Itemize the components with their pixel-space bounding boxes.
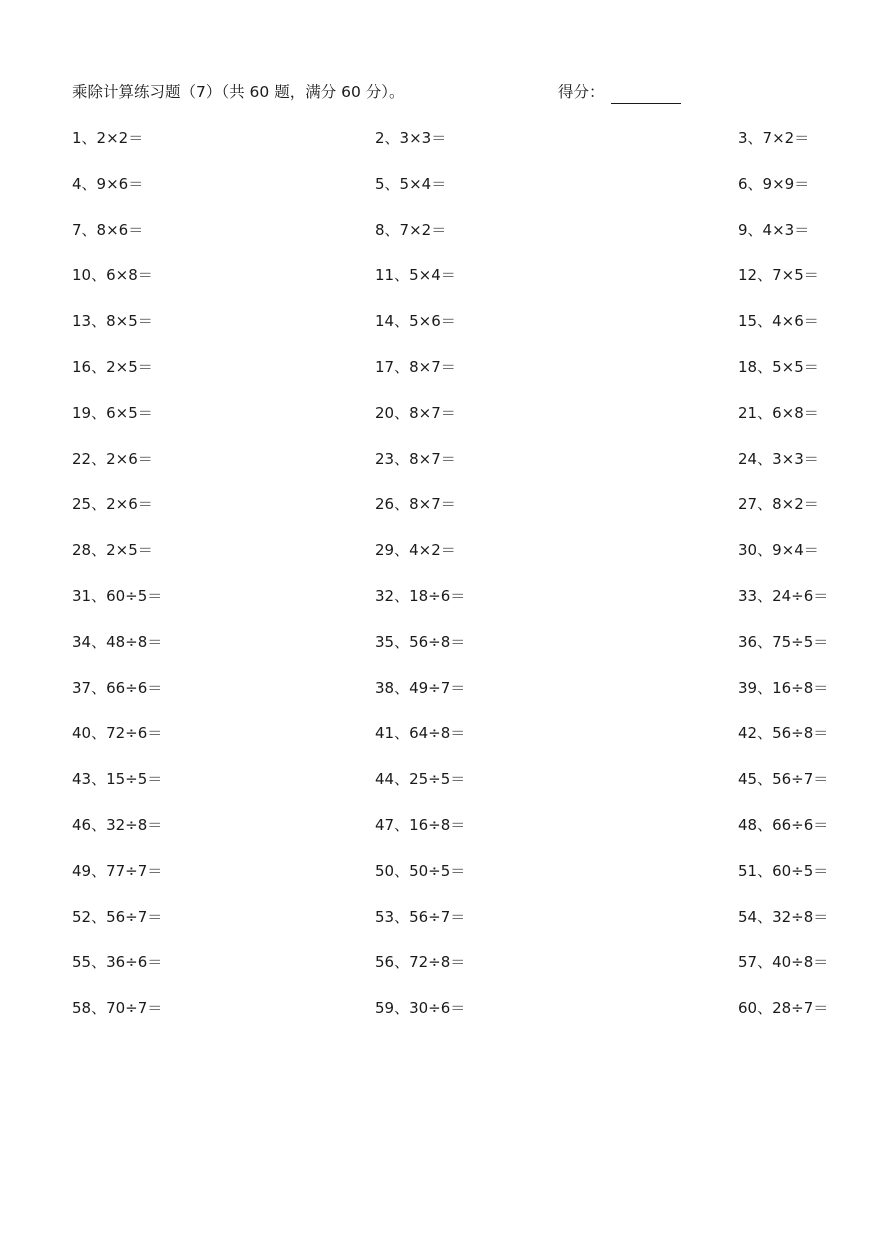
problem-item: 19、6×5＝ [72,403,153,422]
problem-item: 52、56÷7＝ [72,907,163,926]
problem-item: 31、60÷5＝ [72,586,163,605]
problem-item: 42、56÷8＝ [738,724,829,743]
problem-item: 59、30÷6＝ [375,999,466,1018]
problem-row [0,400,872,446]
problem-item: 54、32÷8＝ [738,907,829,926]
problem-item: 44、25÷5＝ [375,770,466,789]
problem-item: 1、2×2＝ [72,129,144,147]
problem-row [0,537,872,583]
problem-item: 5、5×4＝ [375,174,447,193]
problem-item: 50、50÷5＝ [375,861,466,880]
problem-item: 24、3×3＝ [738,449,819,468]
score-field [558,80,681,104]
problem-item: 6、9×9＝ [738,174,810,193]
problem-item: 40、72÷6＝ [72,724,163,743]
problem-item: 48、66÷6＝ [738,815,829,834]
problem-item: 41、64÷8＝ [375,724,466,743]
problem-item: 35、56÷8＝ [375,632,466,651]
worksheet-header [72,80,772,108]
problem-item: 16、2×5＝ [72,357,153,376]
problem-row [0,125,872,171]
problem-item: 29、4×2＝ [375,541,456,560]
problem-row [0,720,872,766]
problem-item: 25、2×6＝ [72,495,153,514]
problem-item: 3、7×2＝ [738,129,810,147]
problem-item: 33、24÷6＝ [738,586,829,605]
problem-item: 8、7×2＝ [375,220,447,239]
problem-item: 56、72÷8＝ [375,953,466,972]
problem-item: 17、8×7＝ [375,357,456,376]
problem-row [0,629,872,675]
problem-row [0,949,872,995]
problem-row [0,904,872,950]
worksheet-title: 乘除计算练习题（7）（共 60 题，满分 60 分）。 [72,83,405,101]
problem-row [0,446,872,492]
score-label: 得分： [558,83,605,101]
problem-item: 15、4×6＝ [738,312,819,331]
problem-item: 51、60÷5＝ [738,861,829,880]
problem-row [0,812,872,858]
problem-item: 30、9×4＝ [738,541,819,560]
problem-item: 43、15÷5＝ [72,770,163,789]
problem-item: 22、2×6＝ [72,449,153,468]
problem-row [0,766,872,812]
problem-item: 38、49÷7＝ [375,678,466,697]
score-blank-line[interactable] [611,85,681,104]
problem-item: 45、56÷7＝ [738,770,829,789]
problem-item: 55、36÷6＝ [72,953,163,972]
problem-item: 18、5×5＝ [738,357,819,376]
problem-item: 11、5×4＝ [375,266,456,285]
problem-row [0,675,872,721]
problem-row [0,491,872,537]
problem-row [0,583,872,629]
problem-item: 20、8×7＝ [375,403,456,422]
problem-item: 47、16÷8＝ [375,815,466,834]
problem-item: 39、16÷8＝ [738,678,829,697]
problem-item: 2、3×3＝ [375,129,447,147]
problem-item: 57、40÷8＝ [738,953,829,972]
problem-item: 49、77÷7＝ [72,861,163,880]
problem-row [0,858,872,904]
problem-row [0,262,872,308]
problem-item: 36、75÷5＝ [738,632,829,651]
problem-item: 23、8×7＝ [375,449,456,468]
problem-row [0,308,872,354]
problem-item: 37、66÷6＝ [72,678,163,697]
problem-item: 12、7×5＝ [738,266,819,285]
problem-item: 60、28÷7＝ [738,999,829,1018]
problem-row [0,171,872,217]
problem-item: 9、4×3＝ [738,220,810,239]
problem-item: 26、8×7＝ [375,495,456,514]
problem-item: 28、2×5＝ [72,541,153,560]
problem-item: 10、6×8＝ [72,266,153,285]
problem-item: 13、8×5＝ [72,312,153,331]
problem-item: 27、8×2＝ [738,495,819,514]
problem-item: 32、18÷6＝ [375,586,466,605]
problem-item: 34、48÷8＝ [72,632,163,651]
problem-row [0,354,872,400]
problem-item: 46、32÷8＝ [72,815,163,834]
problem-item: 53、56÷7＝ [375,907,466,926]
problem-grid [0,125,872,1041]
problem-item: 58、70÷7＝ [72,999,163,1018]
problem-item: 4、9×6＝ [72,174,144,193]
problem-item: 14、5×6＝ [375,312,456,331]
problem-item: 7、8×6＝ [72,220,144,239]
problem-row [0,995,872,1041]
problem-row [0,217,872,263]
problem-item: 21、6×8＝ [738,403,819,422]
